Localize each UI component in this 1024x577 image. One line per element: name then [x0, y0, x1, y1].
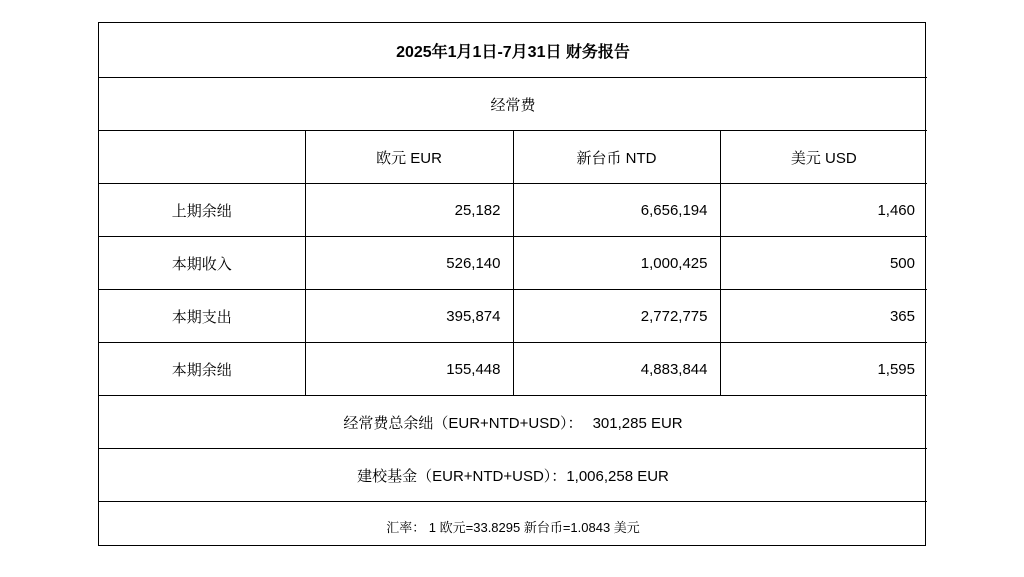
total-balance-label: 经常费总余绌（EUR+NTD+USD）：: [343, 414, 583, 432]
cell-ntd: 1,000,425: [513, 237, 720, 290]
column-header-empty: [99, 131, 305, 184]
section-title: 经常费: [99, 78, 927, 131]
cell-ntd: 4,883,844: [513, 343, 720, 396]
total-balance-value: 301,285 EUR: [592, 414, 683, 432]
column-header-row: [99, 131, 927, 184]
exchange-rate-note: 汇率： 1 欧元=33.8295 新台币=1.0843 美元: [99, 502, 927, 551]
cell-eur: 526,140: [305, 237, 513, 290]
cell-usd: 1,460: [720, 184, 927, 237]
building-fund-row: [99, 449, 927, 502]
table-row: [99, 184, 927, 237]
report-title: 2025年1月1日-7月31日 财务报告: [99, 23, 927, 78]
cell-eur: 25,182: [305, 184, 513, 237]
cell-usd: 365: [720, 290, 927, 343]
row-label: 上期余绌: [99, 184, 305, 237]
table-row: [99, 237, 927, 290]
building-fund-label: 建校基金（EUR+NTD+USD）：: [357, 467, 567, 485]
table-row: [99, 290, 927, 343]
cell-eur: 395,874: [305, 290, 513, 343]
building-fund-value: 1,006,258 EUR: [566, 467, 669, 485]
row-label: 本期余绌: [99, 343, 305, 396]
cell-usd: 500: [720, 237, 927, 290]
cell-ntd: 6,656,194: [513, 184, 720, 237]
row-label: 本期收入: [99, 237, 305, 290]
report-grid: [99, 23, 927, 550]
financial-report-table: [98, 22, 926, 546]
table-row: [99, 343, 927, 396]
cell-ntd: 2,772,775: [513, 290, 720, 343]
column-header-usd: 美元 USD: [720, 131, 927, 184]
cell-eur: 155,448: [305, 343, 513, 396]
column-header-ntd: 新台币 NTD: [513, 131, 720, 184]
row-label: 本期支出: [99, 290, 305, 343]
cell-usd: 1,595: [720, 343, 927, 396]
total-balance-row: [99, 396, 927, 449]
column-header-eur: 欧元 EUR: [305, 131, 513, 184]
